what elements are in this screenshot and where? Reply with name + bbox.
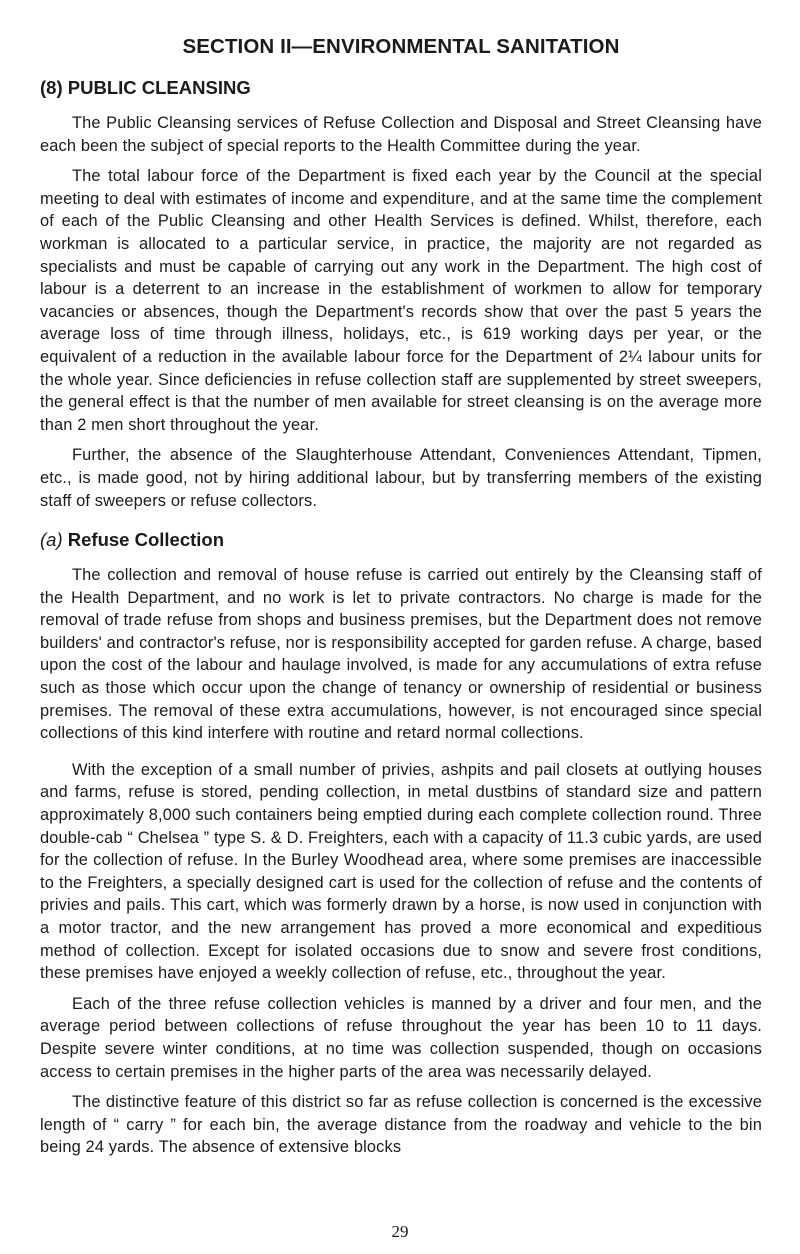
refuse-collection-heading	[40, 528, 762, 552]
public-cleansing-paragraph-1: The Public Cleansing services of Refuse Collection and Disposal and Street Cleansing have each been the subject of special reports to the Health Committee during the year.	[40, 114, 762, 155]
page-number: 29	[391, 1222, 409, 1241]
refuse-collection-paragraph-2: With the exception of a small number of privies, ashpits and pail closets at outlying houses and farms, refuse is stored, pending collection, in metal dustbins of standard size and pattern approximately 8,000 such containers being emptied during each complete collection round. Three double-cab “ Chelsea ” type S. & D. Freighters, each with a capacity of 11.3 cubic yards, are used for the collection of refuse. In the Burley Woodhead area, where some premises are inaccessible to the Freighters, a specially designed cart is used for the collection of refuse and the contents of privies and pails. This cart, which was formerly drawn by a horse, is now used in conjunction with a motor tractor, and the new arrangement has proved a more economical and expeditious method of collection. Except for isolated occasions due to snow and severe frost conditions, these premises have enjoyed a weekly collection of refuse, etc., throughout the year.	[40, 760, 762, 983]
public-cleansing-number: (8)	[40, 77, 63, 98]
document-page	[40, 34, 762, 1167]
refuse-collection-letter: (a)	[40, 529, 63, 551]
refuse-collection-paragraph-3: Each of the three refuse collection vehicles is manned by a driver and four men, and the average period between collections of refuse throughout the year has been 10 to 11 days. Despite severe winter conditions, at no time was collection suspended, though on occasions access to certain premises in the higher parts of the area was necessarily delayed.	[40, 994, 762, 1081]
section-title: SECTION II—ENVIRONMENTAL SANITATION	[182, 35, 620, 58]
public-cleansing-paragraph-3: Further, the absence of the Slaughterhouse Attendant, Conveniences Attendant, Tipmen, etc., is made good, not by hiring additional labour, but by transferring members of the existing staff of sweepers or refuse collectors.	[40, 446, 762, 510]
public-cleansing-paragraph-2: The total labour force of the Department is fixed each year by the Council at the special meeting to deal with estimates of income and expenditure, and at the same time the complement of each of the Public Cleansing and other Health Services is defined. Whilst, therefore, each workman is allocated to a particular service, in practice, the majority are not regarded as specialists and must be capable of carrying out any work in the Department. The high cost of labour is a deterrent to an increase in the establishment of workmen to allow for temporary vacancies or absences, though the Department's records show that over the past 5 years the average loss of time through illness, holidays, etc., is 619 working days per year, or the equivalent of a reduction in the available labour force for the Department of 2¼ labour units for the whole year. Since deficiencies in refuse collection staff are supplemented by street sweepers, the general effect is that the number of men available for street cleansing is on the average more than 2 men short throughout the year.	[40, 167, 762, 434]
refuse-collection-title: Refuse Collection	[67, 529, 225, 551]
public-cleansing-heading	[40, 76, 762, 100]
public-cleansing-title: PUBLIC CLEANSING	[67, 77, 251, 98]
refuse-collection-paragraph-4: The distinctive feature of this district so far as refuse collection is concerned is the excessive length of “ carry ” for each bin, the average distance from the roadway and vehicle to the bin being 24 yards. The absence of extensive blocks	[40, 1093, 762, 1157]
refuse-collection-paragraph-1: The collection and removal of house refuse is carried out entirely by the Cleansing staff of the Health Department, and no work is let to private contractors. No charge is made for the removal of trade refuse from shops and business premises, but the Department does not remove builders' and contractor's refuse, nor is responsibility accepted for garden refuse. A charge, based upon the cost of the labour and haulage involved, is made for any accumulations of extra refuse such as those which occur upon the change of tenancy or ownership of residential or business premises. The removal of these extra accumulations, however, is not encouraged since special collections of this kind interfere with routine and retard normal collections.	[40, 566, 762, 743]
